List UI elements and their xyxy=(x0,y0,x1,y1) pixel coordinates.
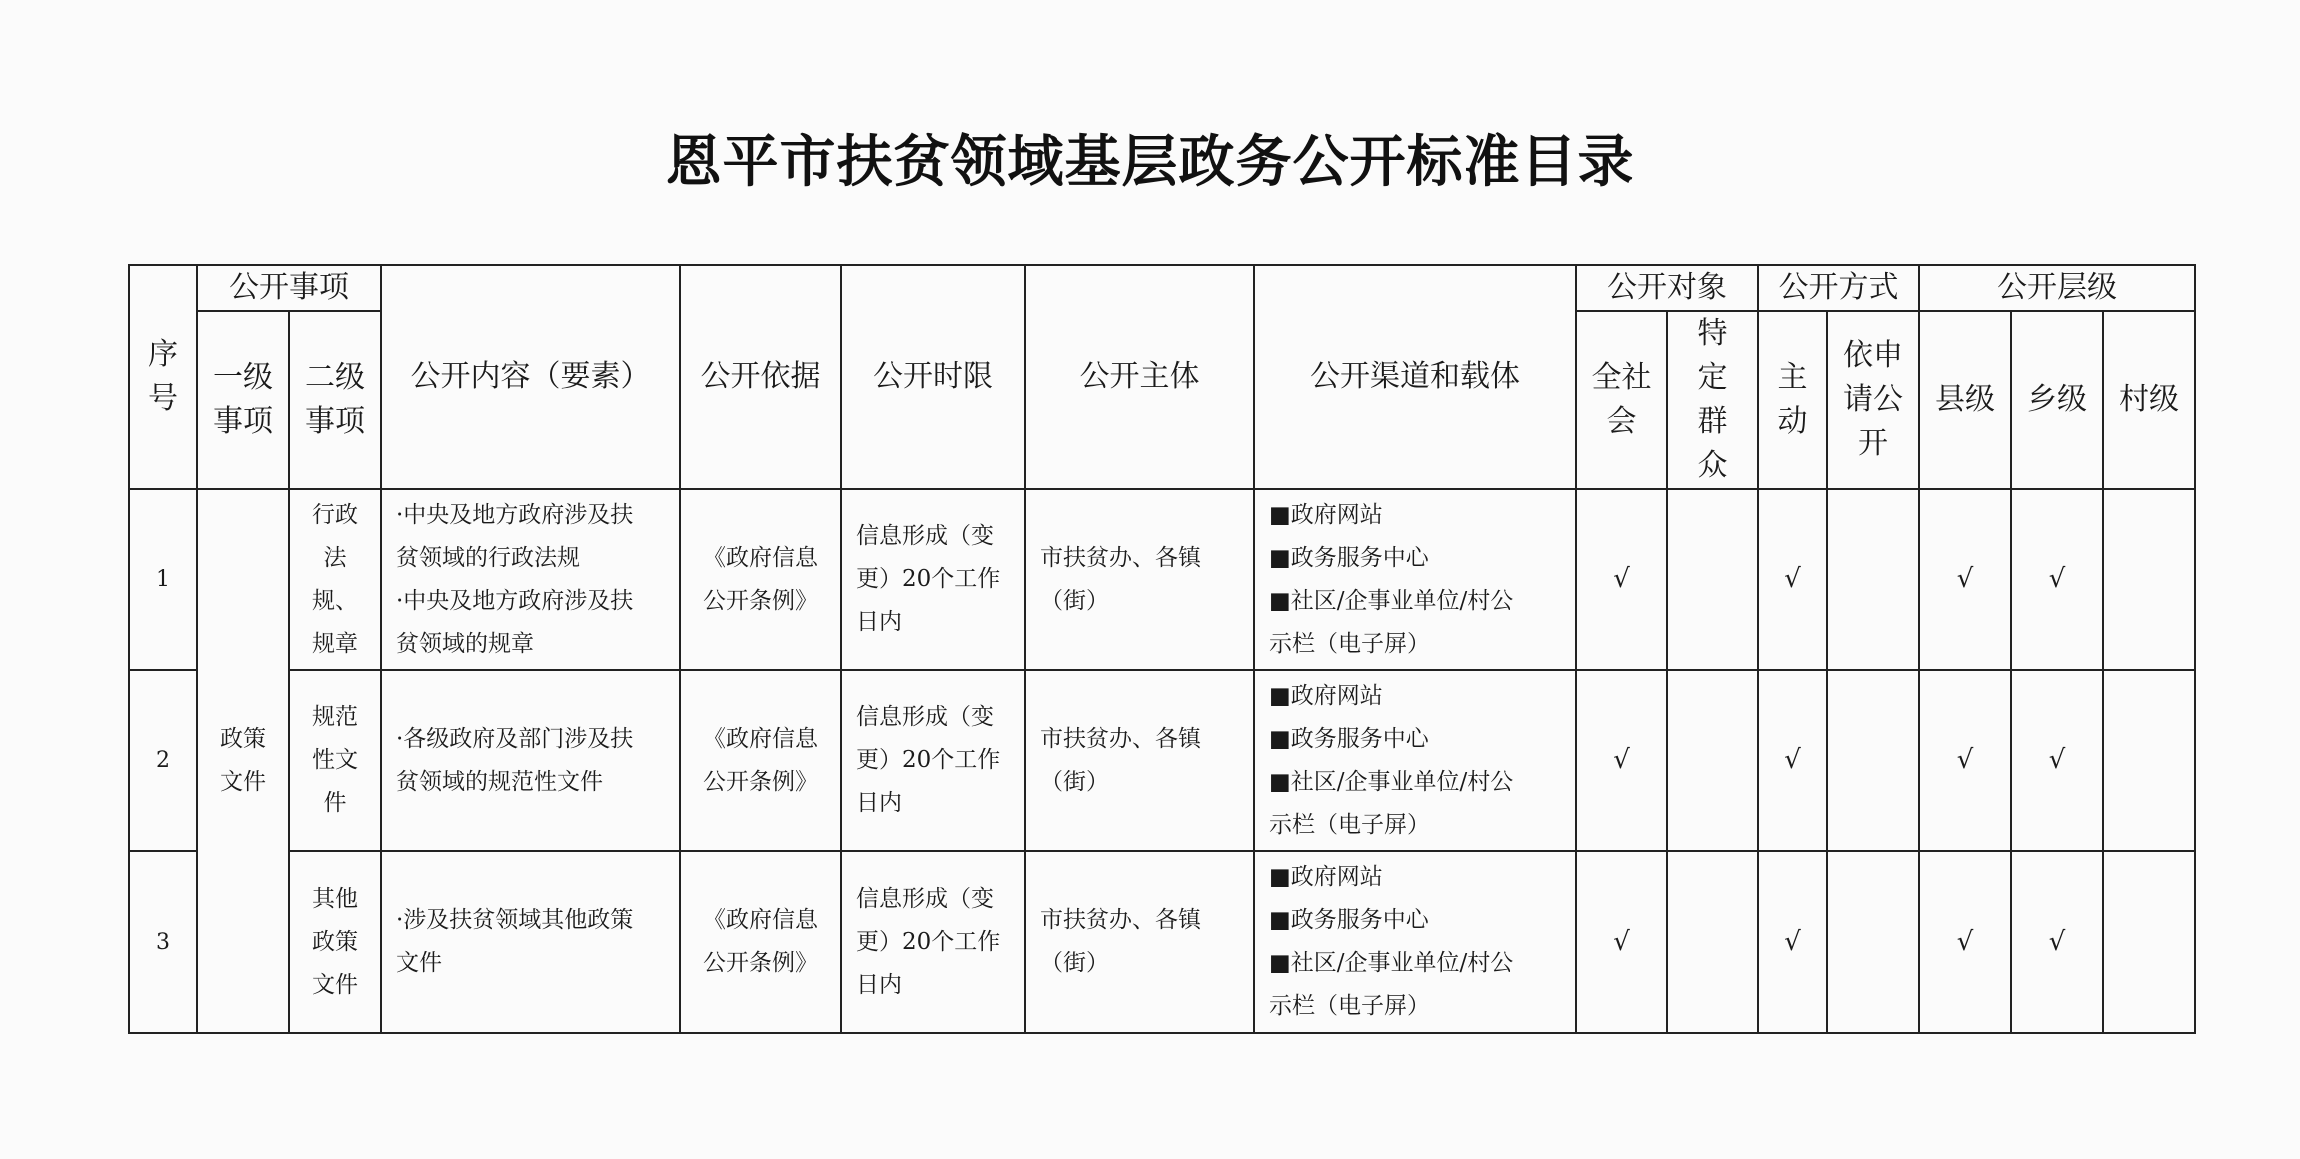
header-level1: 一级 事项 xyxy=(197,311,289,489)
row-mode-active: √ xyxy=(1758,670,1827,851)
row-basis: 《政府信息 公开条例》 xyxy=(680,489,841,670)
row-county: √ xyxy=(1919,489,2011,670)
table-row xyxy=(129,670,2195,851)
header-township: 乡级 xyxy=(2011,311,2103,489)
header-content: 公开内容（要素） xyxy=(381,265,680,489)
row-township: √ xyxy=(2011,670,2103,851)
row-subject: 市扶贫办、各镇 （街） xyxy=(1025,489,1254,670)
category-cell: 政策 文件 xyxy=(197,489,289,1033)
row-seq: 3 xyxy=(129,851,197,1033)
header-channel: 公开渠道和载体 xyxy=(1254,265,1576,489)
table-row xyxy=(129,851,2195,1033)
row-target-all: √ xyxy=(1576,851,1667,1033)
row-target-all: √ xyxy=(1576,489,1667,670)
row-level2: 其他 政策 文件 xyxy=(289,851,381,1033)
row-subject: 市扶贫办、各镇 （街） xyxy=(1025,851,1254,1033)
header-row-1 xyxy=(129,265,2195,311)
header-level2: 二级 事项 xyxy=(289,311,381,489)
row-time-limit: 信息形成（变 更）20个工作 日内 xyxy=(841,489,1025,670)
header-mode-active: 主 动 xyxy=(1758,311,1827,489)
catalog-table xyxy=(128,264,2196,1034)
row-level2: 规范 性文 件 xyxy=(289,670,381,851)
row-time-limit: 信息形成（变 更）20个工作 日内 xyxy=(841,670,1025,851)
row-target-specific xyxy=(1667,851,1758,1033)
row-township: √ xyxy=(2011,851,2103,1033)
row-channel: ■政府网站 ■政务服务中心 ■社区/企事业单位/村公 示栏（电子屏） xyxy=(1254,489,1576,670)
table-row xyxy=(129,489,2195,670)
row-basis: 《政府信息 公开条例》 xyxy=(680,851,841,1033)
row-county: √ xyxy=(1919,851,2011,1033)
header-target-all: 全社 会 xyxy=(1576,311,1667,489)
row-mode-request xyxy=(1827,489,1919,670)
row-level2: 行政 法 规、 规章 xyxy=(289,489,381,670)
header-seq: 序 号 xyxy=(129,265,197,489)
row-channel: ■政府网站 ■政务服务中心 ■社区/企事业单位/村公 示栏（电子屏） xyxy=(1254,670,1576,851)
row-time-limit: 信息形成（变 更）20个工作 日内 xyxy=(841,851,1025,1033)
row-basis: 《政府信息 公开条例》 xyxy=(680,670,841,851)
document-title: 恩平市扶贫领域基层政务公开标准目录 xyxy=(665,130,1635,195)
header-subject: 公开主体 xyxy=(1025,265,1254,489)
header-level-group: 公开层级 xyxy=(1919,265,2195,311)
row-village xyxy=(2103,670,2195,851)
row-content: ·各级政府及部门涉及扶 贫领域的规范性文件 xyxy=(381,670,680,851)
row-content: ·中央及地方政府涉及扶 贫领域的行政法规 ·中央及地方政府涉及扶 贫领域的规章 xyxy=(381,489,680,670)
row-mode-request xyxy=(1827,851,1919,1033)
row-mode-request xyxy=(1827,670,1919,851)
header-basis: 公开依据 xyxy=(680,265,841,489)
header-county: 县级 xyxy=(1919,311,2011,489)
row-target-specific xyxy=(1667,670,1758,851)
header-mode-group: 公开方式 xyxy=(1758,265,1919,311)
row-target-specific xyxy=(1667,489,1758,670)
row-seq: 1 xyxy=(129,489,197,670)
row-township: √ xyxy=(2011,489,2103,670)
header-target-specific: 特 定 群 众 xyxy=(1667,311,1758,489)
header-target-group: 公开对象 xyxy=(1576,265,1758,311)
header-item-group: 公开事项 xyxy=(197,265,381,311)
row-content: ·涉及扶贫领域其他政策 文件 xyxy=(381,851,680,1033)
row-village xyxy=(2103,489,2195,670)
row-mode-active: √ xyxy=(1758,851,1827,1033)
header-time-limit: 公开时限 xyxy=(841,265,1025,489)
row-seq: 2 xyxy=(129,670,197,851)
row-target-all: √ xyxy=(1576,670,1667,851)
row-channel: ■政府网站 ■政务服务中心 ■社区/企事业单位/村公 示栏（电子屏） xyxy=(1254,851,1576,1033)
row-mode-active: √ xyxy=(1758,489,1827,670)
row-subject: 市扶贫办、各镇 （街） xyxy=(1025,670,1254,851)
header-mode-request: 依申 请公 开 xyxy=(1827,311,1919,489)
row-village xyxy=(2103,851,2195,1033)
row-county: √ xyxy=(1919,670,2011,851)
header-village: 村级 xyxy=(2103,311,2195,489)
